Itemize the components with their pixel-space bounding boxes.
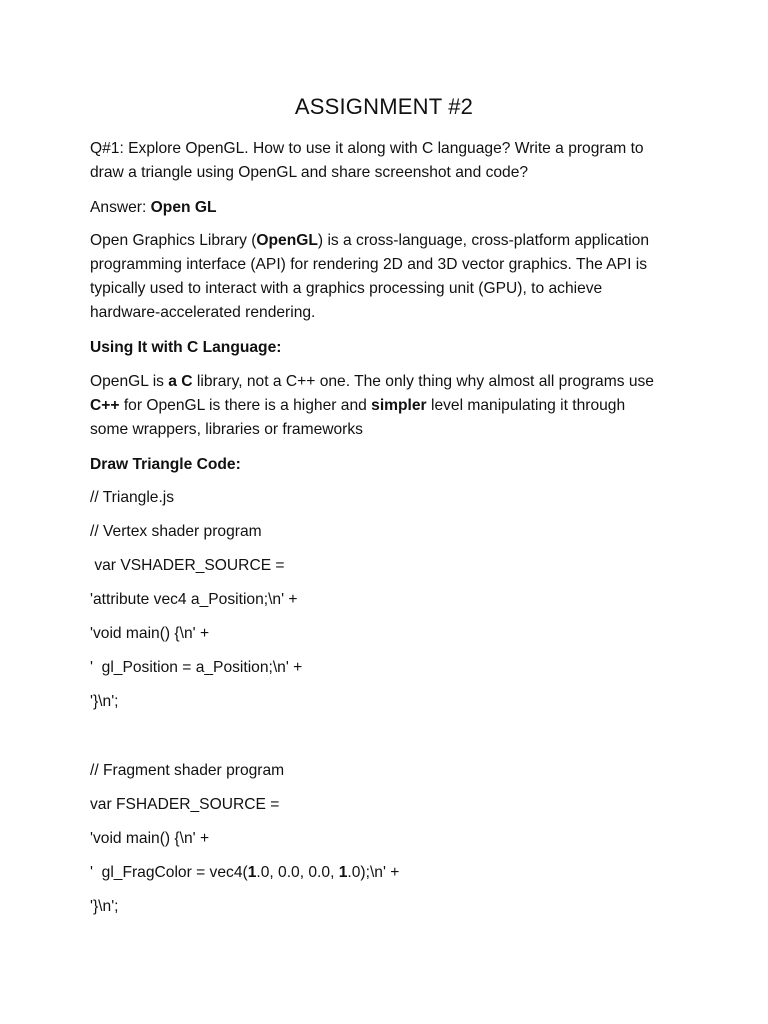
using-1c: library, not a C++ one. The only thing why almost all programs use bbox=[192, 373, 654, 390]
code-line-9: var FSHADER_SOURCE = bbox=[90, 796, 280, 813]
code-line-12: '}\n'; bbox=[90, 898, 119, 915]
code-11d: 1 bbox=[338, 864, 348, 881]
code-line-5: 'void main() {\n' + bbox=[90, 625, 210, 642]
using-heading: Using It with C Language: bbox=[90, 339, 282, 356]
code-line-8: // Fragment shader program bbox=[90, 762, 285, 779]
question-label: Q#1: bbox=[90, 140, 124, 157]
intro-line-1 bbox=[90, 229, 690, 253]
question-text-2: draw a triangle using OpenGL and share screenshot and code? bbox=[90, 164, 529, 181]
using-3: some wrappers, libraries or frameworks bbox=[90, 421, 363, 438]
using-2a: C++ bbox=[90, 397, 120, 414]
code-line-2: // Vertex shader program bbox=[90, 523, 262, 540]
intro-2: programming interface (API) for rendering 2D and 3D vector graphics. The API is bbox=[90, 256, 648, 273]
code-11b: 1 bbox=[247, 864, 257, 881]
using-1a: OpenGL is bbox=[90, 373, 169, 390]
code-line-6: ' gl_Position = a_Position;\n' + bbox=[90, 659, 303, 676]
code-11e: .0);\n' + bbox=[347, 864, 400, 881]
using-2b: for OpenGL is there is a higher and bbox=[119, 397, 372, 414]
intro-1-post: ) is a cross-language, cross-platform application bbox=[317, 232, 649, 249]
title-text: ASSIGNMENT #2 bbox=[294, 94, 474, 119]
code-line-3: var VSHADER_SOURCE = bbox=[90, 557, 285, 574]
using-2d: level manipulating it through bbox=[426, 397, 626, 414]
code-line-1: // Triangle.js bbox=[90, 489, 175, 506]
using-line-2 bbox=[90, 394, 690, 418]
code-11c: .0, 0.0, 0.0, bbox=[256, 864, 339, 881]
intro-line-2 bbox=[90, 253, 690, 277]
intro-3: typically used to interact with a graphics processing unit (GPU), to achieve bbox=[90, 280, 603, 297]
code-line-11 bbox=[90, 861, 690, 885]
intro-line-4 bbox=[90, 301, 690, 325]
answer-label: Answer: bbox=[90, 199, 151, 216]
intro-1-bold: OpenGL bbox=[256, 232, 318, 249]
using-1b: a C bbox=[168, 373, 193, 390]
question-text-1: Explore OpenGL. How to use it along with C language? Write a program to bbox=[123, 140, 644, 157]
using-line-1 bbox=[90, 370, 690, 394]
draw-heading: Draw Triangle Code: bbox=[90, 456, 241, 473]
question-line-2 bbox=[90, 161, 690, 185]
using-2c: simpler bbox=[371, 397, 427, 414]
question-line-1 bbox=[90, 137, 690, 161]
code-11a: ' gl_FragColor = vec4( bbox=[90, 864, 248, 881]
code-line-7: '}\n'; bbox=[90, 693, 119, 710]
answer-value: Open GL bbox=[150, 199, 217, 216]
code-line-10: 'void main() {\n' + bbox=[90, 830, 210, 847]
answer-line bbox=[90, 196, 690, 220]
intro-4: hardware-accelerated rendering. bbox=[90, 304, 316, 321]
page-title bbox=[0, 94, 768, 120]
using-line-3 bbox=[90, 418, 690, 442]
intro-1-pre: Open Graphics Library ( bbox=[90, 232, 257, 249]
intro-line-3 bbox=[90, 277, 690, 301]
code-line-4: 'attribute vec4 a_Position;\n' + bbox=[90, 591, 298, 608]
